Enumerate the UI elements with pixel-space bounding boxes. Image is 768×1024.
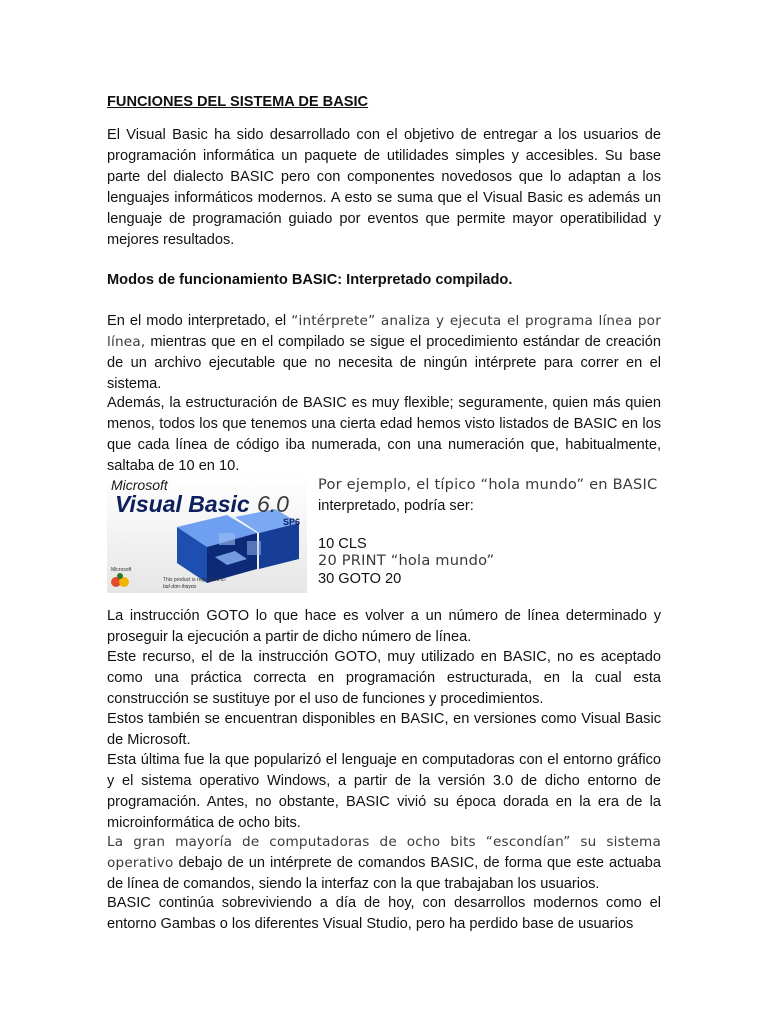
- visual-basic-logo-image: [107, 475, 307, 593]
- majority-text-b: debajo de un intérprete de comandos BASIC, de forma que este actuaba de línea de comandos, siendo la interfaz con la que trabajaban los usuarios.: [107, 854, 661, 892]
- interp-text-a: En el modo interpretado, el: [107, 313, 292, 329]
- logo-microsoft-text: Microsoft: [111, 477, 168, 493]
- resource-paragraph: Este recurso, el de la instrucción GOTO, muy utilizado en BASIC, no es aceptado como una práctica correcta en programación estructurada, en la cual esta construcción se sustituye por el uso de funciones y procedimientos.: [107, 649, 661, 707]
- visual-basic-logo-svg: [107, 475, 307, 593]
- modes-heading-main: Modos de funcionamiento BASIC: [107, 272, 338, 288]
- example-line-a: Por ejemplo, el típico “hola mundo” en BASIC: [318, 476, 658, 493]
- example-line-b: interpretado, podría ser:: [318, 498, 474, 514]
- document-title: FUNCIONES DEL SISTEMA DE BASIC: [107, 94, 369, 110]
- code-line-1: 10 CLS: [318, 536, 367, 552]
- logo-notice-1: This product is registered to:: [163, 577, 227, 583]
- survive-paragraph: BASIC continúa sobreviviendo a día de hoy, con desarrollos modernos como el entorno Gambas o los diferentes Visual Studio, pero ha perdido base de usuarios: [107, 895, 661, 932]
- code-line-2: 20 PRINT “hola mundo”: [318, 552, 495, 569]
- intro-paragraph: El Visual Basic ha sido desarrollado con el objetivo de entregar a los usuarios de programación informática un paquete de utilidades simples y accesibles. Su base parte del dialecto BASIC pero con componentes novedosos que lo adaptan a los lenguajes informáticos modernos. A esto se suma que el Visual Basic es además un lenguaje de programación guiado por eventos que permite mayor operatibilidad y mejores resultados.: [107, 127, 661, 248]
- logo-product-text: Visual Basic: [115, 491, 250, 517]
- logo-edition-text: SP6: [283, 517, 301, 527]
- interp-text-c: mientras que en el compilado se sigue el procedimiento estándar de creación de un archivo ejecutable que no necesita de ningún intérprete para correr en el sistema.: [107, 333, 661, 392]
- modes-heading: [107, 270, 661, 291]
- interp-text-b: “intérprete” analiza y ejecuta el programa línea por línea,: [107, 313, 661, 350]
- majority-text-a: La gran mayoría de computadoras de ocho bits “escondían” su sistema operativo: [107, 834, 661, 871]
- logo-notice-2: bαl·dαn·thαyαs: [163, 584, 197, 590]
- logo-small-brand: Microsoft: [111, 567, 132, 573]
- goto-paragraph: La instrucción GOTO lo que hace es volver a un número de línea determinado y proseguir la ejecución a partir de dicho número de línea.: [107, 608, 661, 645]
- available-paragraph: Estos también se encuentran disponibles en BASIC, en versiones como Visual Basic de Microsoft.: [107, 711, 661, 748]
- structure-paragraph: Además, la estructuración de BASIC es muy flexible; seguramente, quien más quien menos, todos los que tenemos una cierta edad hemos visto listados de BASIC en los que cada línea de código iba numerada, con una numeración que, habitualmente, saltaba de 10 en 10.: [107, 395, 661, 474]
- interpreted-paragraph: [107, 311, 661, 395]
- majority-paragraph: [107, 832, 661, 895]
- modes-heading-sub: : Interpretado compilado.: [337, 272, 513, 288]
- logo-version-text: 6.0: [257, 491, 289, 517]
- popularized-paragraph: Esta última fue la que popularizó el lenguaje en computadoras con el entorno gráfico y el sistema operativo Windows, a partir de la versión 3.0 de dicho entorno de programación. Antes, no obstante, BASIC vivió su época dorada en la era de la microinformática de ocho bits.: [107, 752, 661, 831]
- code-line-3: 30 GOTO 20: [318, 571, 402, 587]
